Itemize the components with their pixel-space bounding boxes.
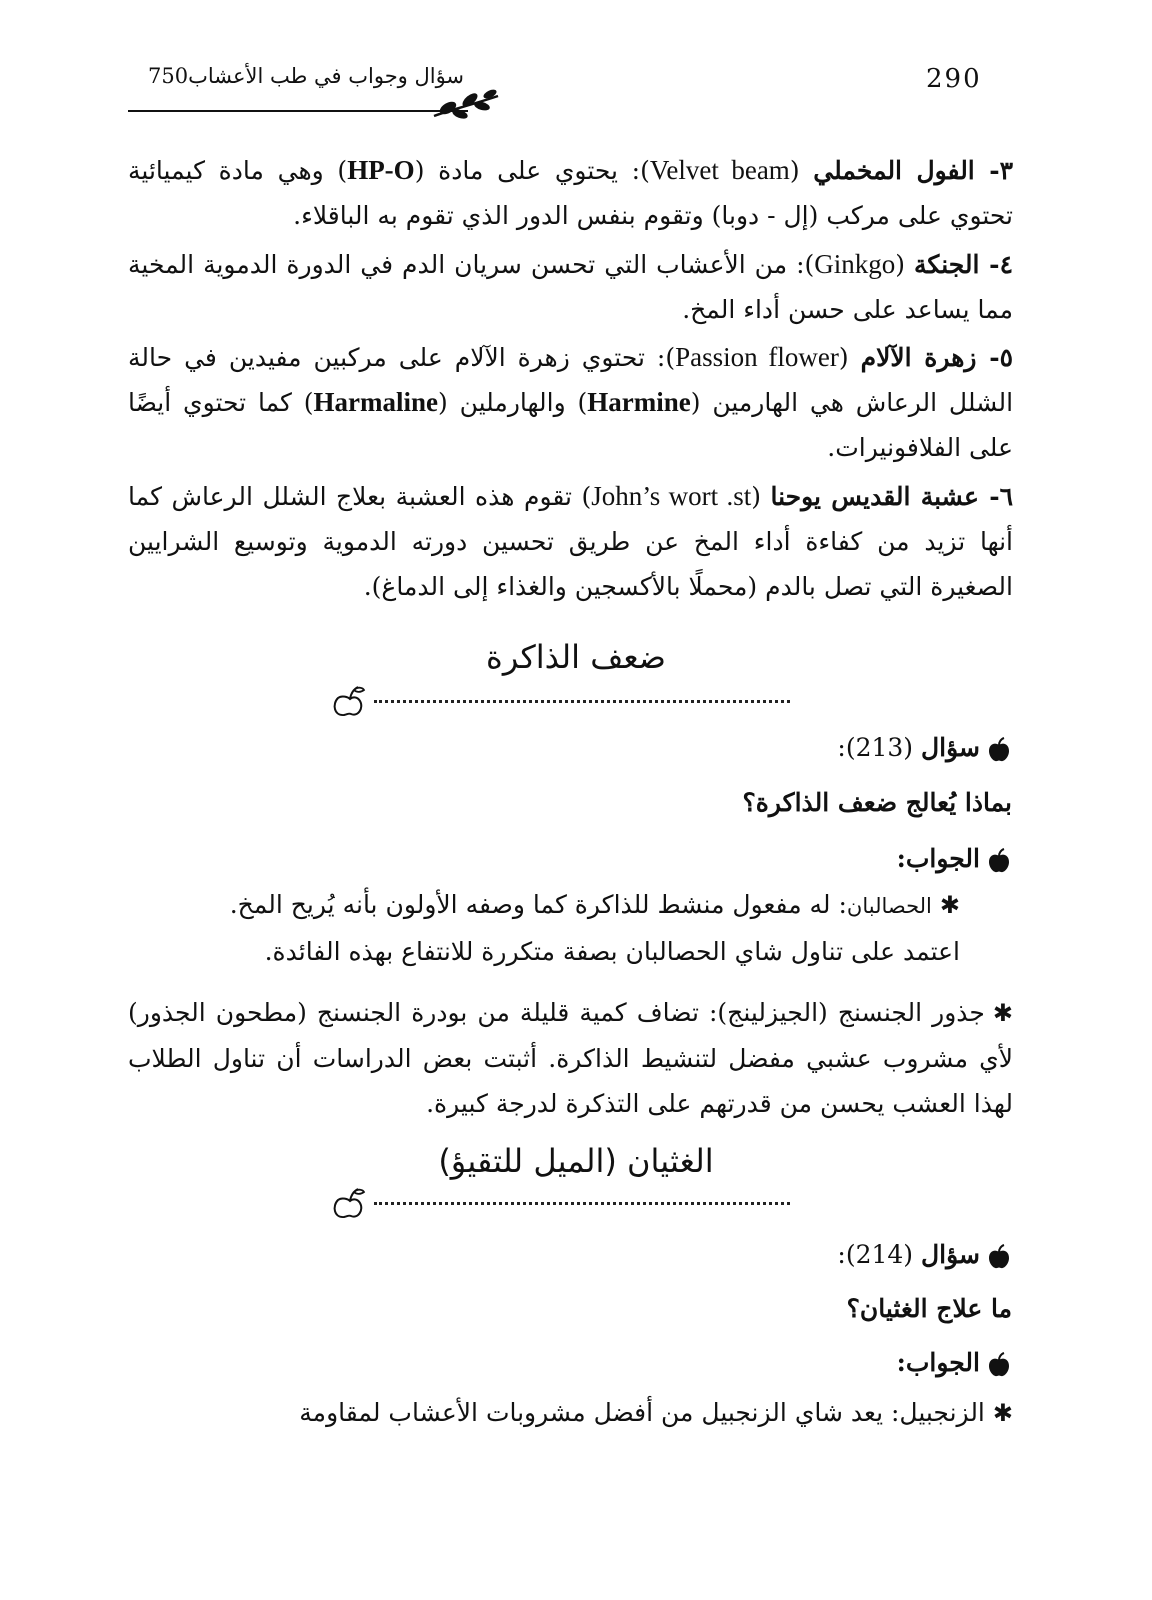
- answer-item: [128, 1390, 1013, 1436]
- answer-item: [140, 882, 960, 974]
- question-number: (214):: [837, 1240, 914, 1269]
- compound-name: Harmine: [587, 387, 691, 417]
- item-label: ٤- الجنكة: [914, 250, 1013, 279]
- dotted-line: [374, 700, 790, 703]
- item-text: : من الأعشاب التي تحسن سريان الدم في الدورة الدموية المخية مما يساعد على حسن أداء المخ.: [128, 250, 1013, 324]
- item-text: وهي مادة كيميائية تحتوي على مركب (إل - دوبا) وتقوم بنفس الدور الذي تقوم به الباقلاء.: [128, 156, 1013, 230]
- section-title: الغثيان (الميل للتقيؤ): [438, 1142, 714, 1180]
- apple-bullet-icon: [986, 1244, 1012, 1270]
- latin-name: John’s wort .st: [591, 481, 752, 511]
- herb-name: الزنجبيل: [899, 1398, 985, 1427]
- compound-name: Harmaline: [313, 387, 438, 417]
- answer-label: الجواب:: [896, 1348, 980, 1377]
- latin-name: Ginkgo: [814, 249, 896, 279]
- apple-bullet-icon: [986, 848, 1012, 874]
- question-text: [743, 780, 1012, 825]
- item-text: كما تحتوي أيضًا على الفلافونيرات.: [128, 388, 1013, 462]
- page-number: 290: [926, 64, 982, 94]
- book-number: 750: [148, 64, 189, 88]
- item-st-johns-wort: ٦- عشبة القديس يوحنا (John’s wort .st) تقوم هذه العشبة بعلاج الشلل الرعاش كما أنها تزيد من كفاءة أداء المخ عن طريق تحسين دورته الدموية وتوسيع الشرايين الصغيرة التي تصل بالدم (محملًا بالأكسجين والغذاء إلى الدماغ).: [128, 481, 1014, 601]
- item-text: تقوم هذه العشبة بعلاج الشلل الرعاش كما أنها تزيد من كفاءة أداء المخ عن طريق تحسين دورته الدموية وتوسيع الشرايين الصغيرة التي تصل بالدم (محملًا بالأكسجين والغذاء إلى الدماغ).: [128, 482, 1013, 601]
- section-divider: [330, 692, 790, 728]
- apple-bullet-icon: [986, 1352, 1012, 1378]
- compound-name: HP-O: [347, 155, 415, 185]
- answer-text: : له مفعول منشط للذاكرة كما وصفه الأولون بأنه يُريح المخ.: [229, 890, 847, 919]
- dotted-line: [374, 1202, 790, 1205]
- item-label: ٥- زهرة الآلام: [860, 343, 1014, 372]
- answer-item: [128, 990, 1013, 1126]
- answer-line: [897, 1340, 1012, 1385]
- answer-text: : تضاف كمية قليلة من بودرة الجنسنج (مطحون الجذور) لأي مشروب عشبي مفضل لتنشيط الذاكرة. أثبتت بعض الدراسات أن تناول الطلاب لهذا العشب يحسن من قدرتهم على التذكرة لدرجة كبيرة.: [128, 998, 1013, 1118]
- question-text-value: بماذا يُعالج ضعف الذاكرة؟: [742, 788, 1012, 817]
- item-text: : تحتوي زهرة الآلام على مركبين مفيدين في حالة الشلل الرعاش هي الهارمين: [128, 343, 1014, 417]
- answer-label: الجواب:: [896, 844, 980, 873]
- item-label: ٣- الفول المخملي: [813, 156, 1014, 185]
- leaf-branch-ornament-icon: [430, 88, 502, 122]
- section-divider: [330, 1194, 790, 1230]
- item-velvet-bean: ٣- الفول المخملي (Velvet beam): يحتوي على مادة (HP-O) وهي مادة كيميائية تحتوي على مركب (إل - دوبا) وتقوم بنفس الدور الذي تقوم به الباقلاء.: [128, 155, 1014, 230]
- question-number: (213):: [837, 733, 914, 762]
- item-passion-flower: ٥- زهرة الآلام (Passion flower): تحتوي زهرة الآلام على مركبين مفيدين في حالة الشلل الرعاش هي الهارمين (Harmine) والهارملين (Harmaline) كما تحتوي أيضًا على الفلافونيرات.: [128, 342, 1014, 462]
- apple-bullet-icon: [986, 737, 1012, 763]
- item-text: والهارملين: [459, 388, 566, 417]
- question-text: [847, 1286, 1012, 1331]
- item-text: : يحتوي على مادة: [438, 156, 641, 185]
- header-rule: [128, 110, 468, 112]
- star-bullet-icon: ✱: [992, 1399, 1013, 1427]
- star-bullet-icon: ✱: [939, 891, 960, 919]
- answer-line: [897, 836, 1012, 881]
- section-title: ضعف الذاكرة: [486, 638, 666, 676]
- question-text-value: ما علاج الغثيان؟: [846, 1294, 1012, 1323]
- herb-name: جذور الجنسنج (الجيزلينج): [717, 998, 985, 1027]
- star-bullet-icon: ✱: [992, 999, 1013, 1027]
- answer-text: اعتمد على تناول شاي الحصالبان بصفة متكررة للانتفاع بهذه الفائدة.: [264, 937, 960, 966]
- apple-leaf-ornament-icon: [330, 684, 370, 718]
- answer-text: : يعد شاي الزنجبيل من أفضل مشروبات الأعشاب لمقاومة: [299, 1398, 900, 1427]
- latin-name: Velvet beam: [649, 155, 790, 185]
- item-ginkgo: ٤- الجنكة (Ginkgo): من الأعشاب التي تحسن سريان الدم في الدورة الدموية المخية مما يساعد على حسن أداء المخ.: [128, 249, 1013, 324]
- question-line: [837, 1232, 1012, 1277]
- herb-name: الحصالبان: [846, 894, 932, 918]
- question-label: سؤال: [921, 1240, 980, 1269]
- running-head: [148, 64, 464, 88]
- book-title: سؤال وجواب في طب الأعشاب: [188, 64, 465, 88]
- question-label: سؤال: [921, 733, 980, 762]
- question-line: [837, 725, 1012, 770]
- latin-name: Passion flower: [675, 342, 839, 372]
- item-label: ٦- عشبة القديس يوحنا: [770, 482, 1014, 511]
- apple-leaf-ornament-icon: [330, 1186, 370, 1220]
